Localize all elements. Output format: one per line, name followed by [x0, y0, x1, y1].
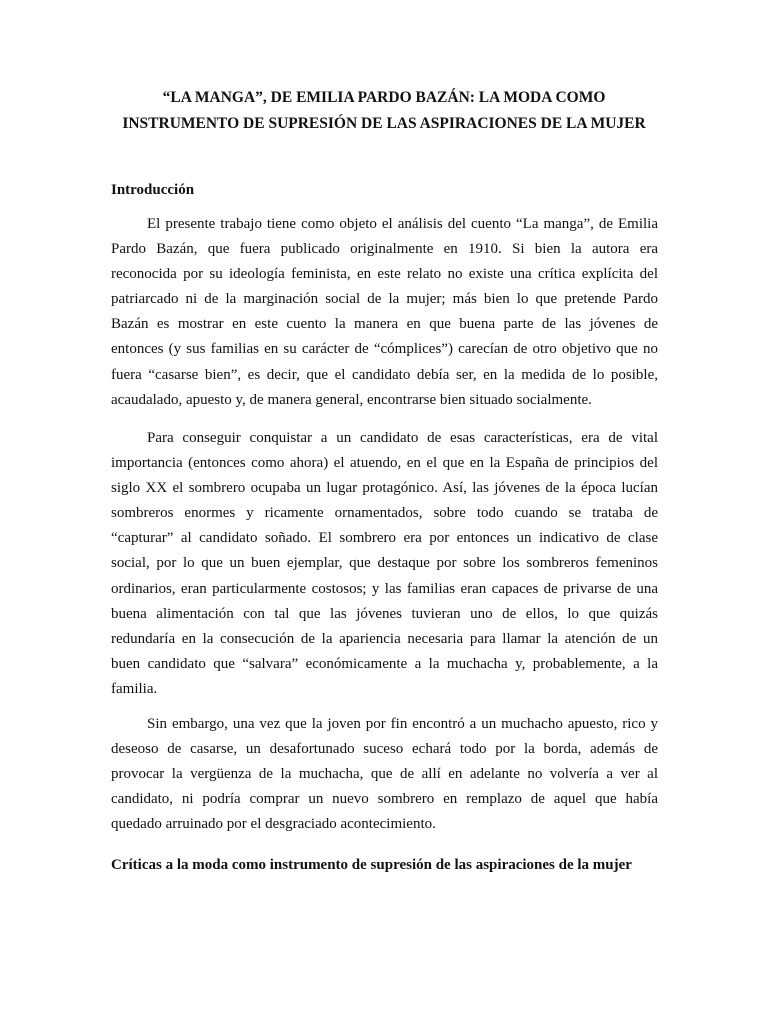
title-line: “LA MANGA”, DE EMILIA PARDO BAZÁN: LA MODA COMO — [162, 89, 606, 106]
text-line: El presente trabajo tiene como objeto el análisis del cuento “La manga”, de Emilia — [147, 216, 658, 232]
text-line: sombreros enormes y ricamente ornamentados, sobre todo cuando se trataba de — [111, 505, 658, 522]
text-line: familia. — [111, 680, 158, 697]
text-line: buena alimentación con tal que las jóvenes tuvieran uno de ellos, lo que quizás — [111, 605, 658, 622]
text-line: Bazán es mostrar en este cuento la manera en que buena parte de las jóvenes de — [111, 316, 658, 333]
text-line: reconocida por su ideología feminista, en este relato no existe una crítica explícita del — [111, 266, 658, 283]
document-title — [100, 85, 668, 137]
text-line: “capturar” al candidato soñado. El sombrero era por entonces un indicativo de clase — [111, 530, 658, 547]
text-line: Para conseguir conquistar a un candidato de esas características, era de vital — [147, 430, 658, 446]
title-line: INSTRUMENTO DE SUPRESIÓN DE LAS ASPIRACIONES DE LA MUJER — [122, 115, 646, 132]
text-line: importancia (entonces como ahora) el atuendo, en el que en la España de principios del — [111, 455, 658, 472]
section-heading-introduccion: Introducción — [111, 182, 195, 198]
text-line: redundaría en la consecución de la apariencia necesaria para llamar la atención de un — [111, 630, 658, 647]
text-line: provocar la vergüenza de la muchacha, que de allí en adelante no volvería a ver al — [111, 766, 658, 783]
text-line: buen candidato que “salvara” económicamente a la muchacha y, probablemente, a la — [111, 655, 658, 672]
text-line: acaudalado, apuesto y, de manera general, encontrarse bien situado socialmente. — [111, 391, 592, 408]
text-line: ordinarios, eran particularmente costosos; y las familias eran capaces de privarse de una — [111, 580, 658, 597]
text-line: deseoso de casarse, un desafortunado suceso echará todo por la borda, además de — [111, 741, 658, 758]
paragraph-3 — [111, 712, 658, 837]
text-line: patriarcado ni de la marginación social de la mujer; más bien lo que pretende Pardo — [111, 291, 658, 308]
paragraph-2 — [111, 426, 658, 702]
text-line: Pardo Bazán, que fuera publicado originalmente en 1910. Si bien la autora era — [111, 241, 658, 258]
text-line: entonces (y sus familias en su carácter de “cómplices”) carecían de otro objetivo que no — [111, 341, 658, 358]
text-line: quedado arruinado por el desgraciado acontecimiento. — [111, 816, 436, 833]
text-line: social, por lo que un buen ejemplar, que destaque por sobre los sombreros femeninos — [111, 555, 658, 572]
paragraph-1 — [111, 212, 658, 413]
text-line: siglo XX el sombrero ocupaba un lugar protagónico. Así, las jóvenes de la época lucían — [111, 480, 658, 497]
text-line: Sin embargo, una vez que la joven por fin encontró a un muchacho apuesto, rico y — [147, 716, 658, 732]
text-line: candidato, ni podría comprar un nuevo sombrero en remplazo de aquel que había — [111, 791, 658, 808]
section-heading-criticas: Críticas a la moda como instrumento de supresión de las aspiraciones de la mujer — [111, 857, 632, 873]
text-line: fuera “casarse bien”, es decir, que el candidato debía ser, en la medida de lo posible, — [111, 366, 658, 383]
